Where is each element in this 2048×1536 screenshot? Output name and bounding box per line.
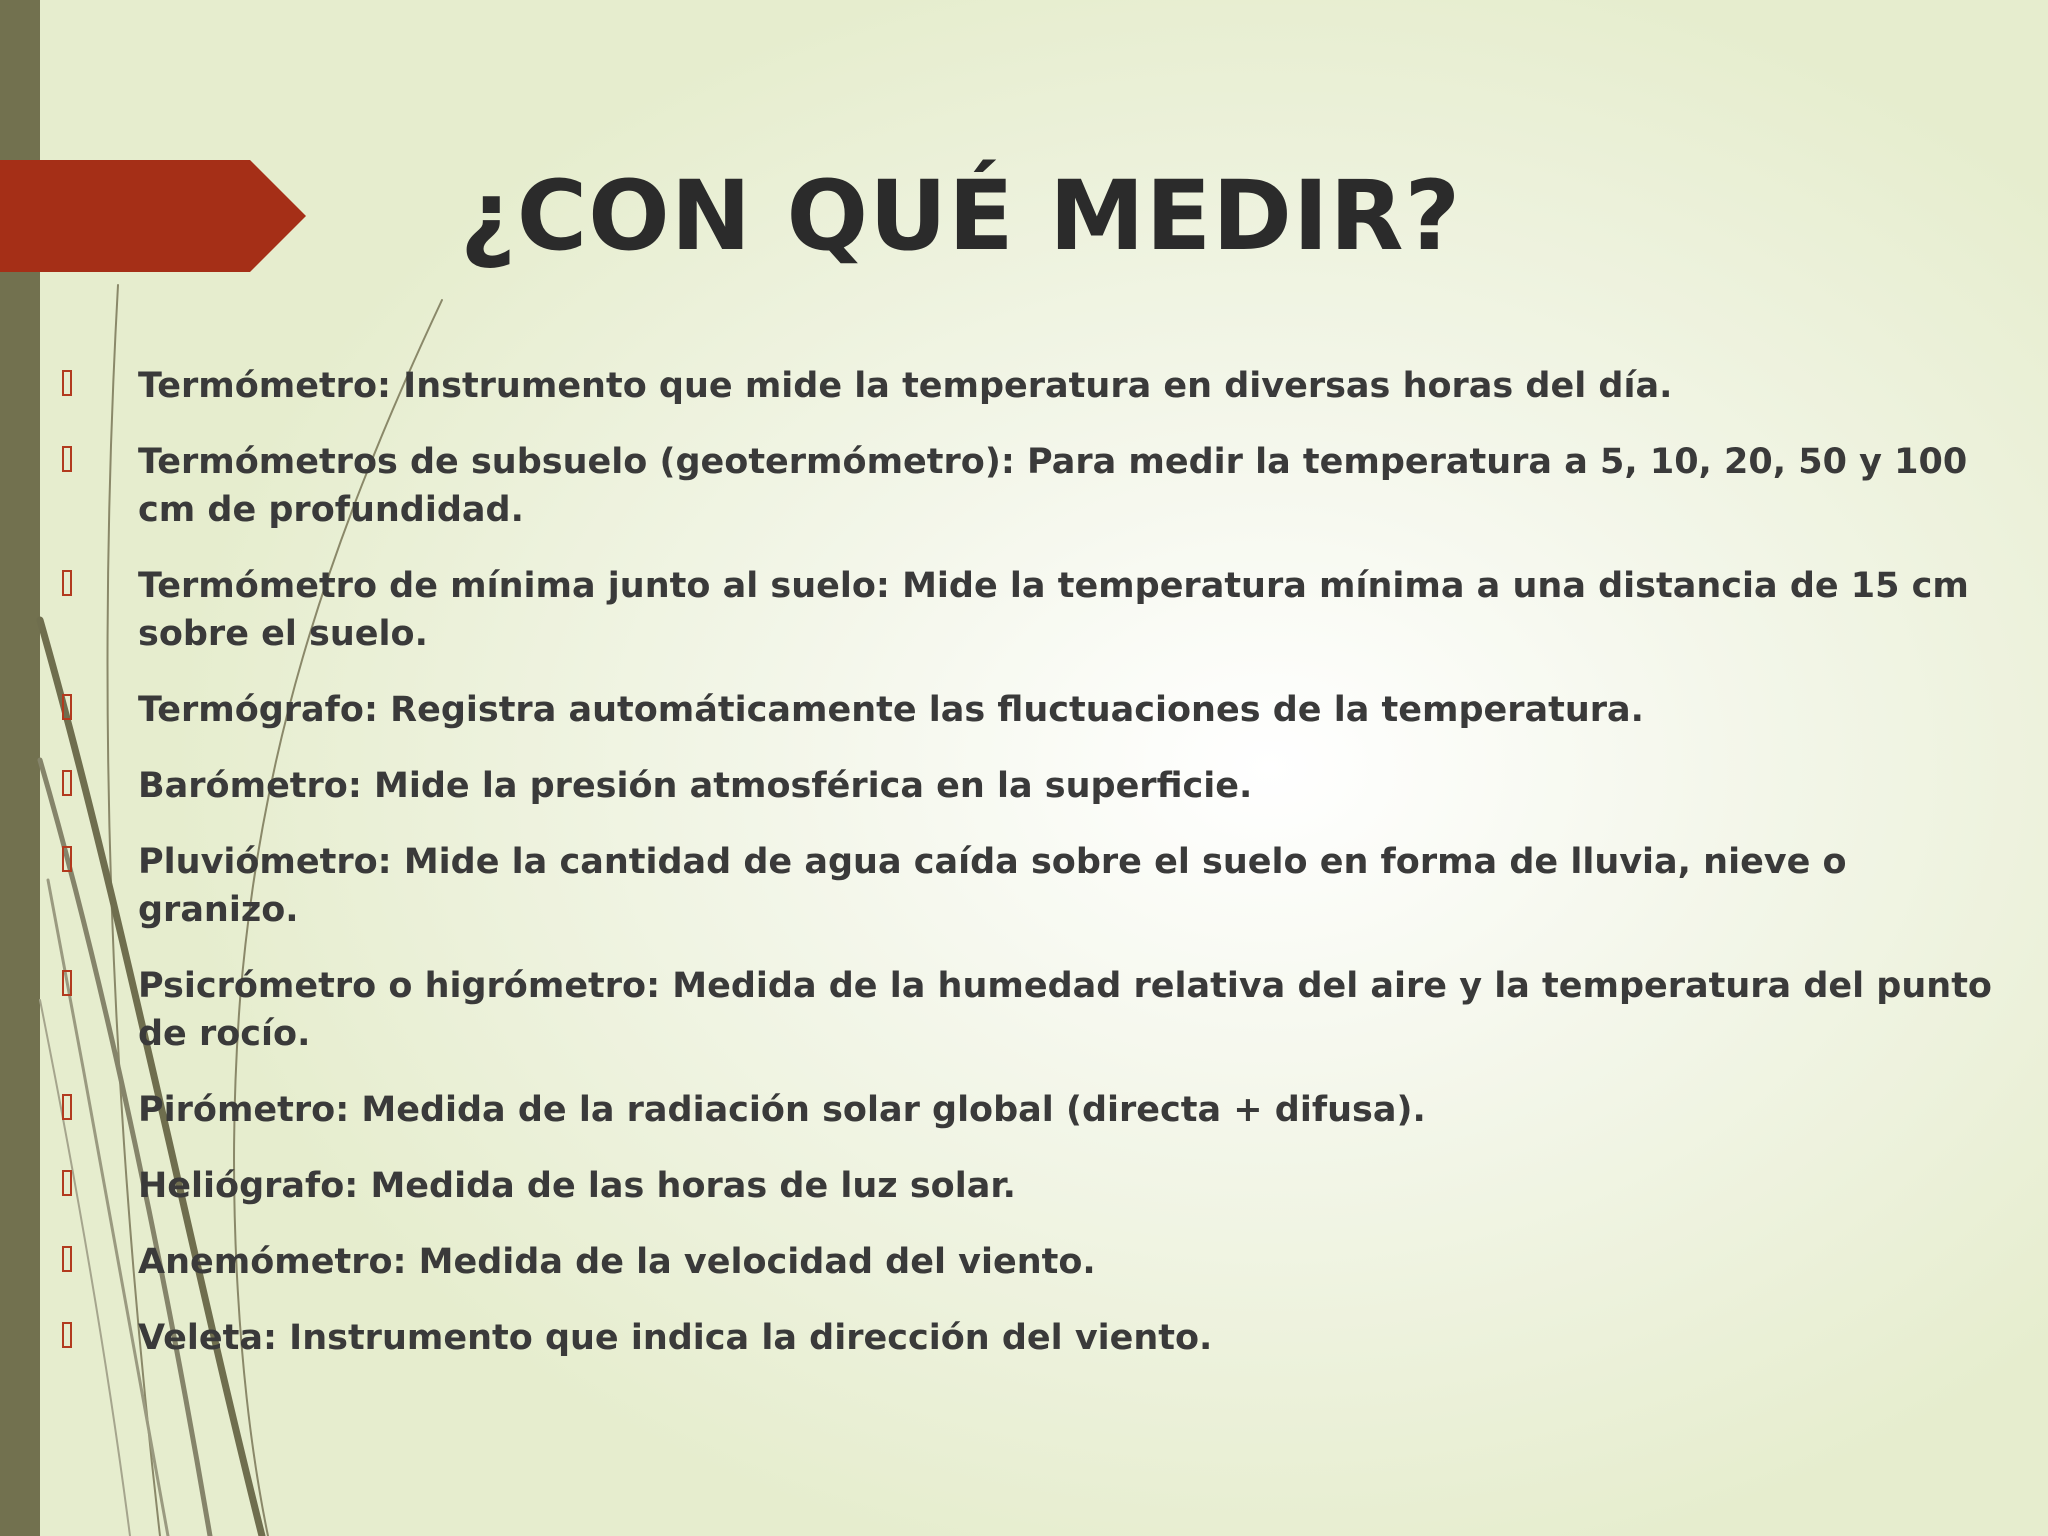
list-item-text: Barómetro: Mide la presión atmosférica en la superficie. bbox=[138, 766, 1253, 806]
page-title: ¿CON QUÉ MEDIR? bbox=[460, 160, 1462, 272]
bullet-icon bbox=[62, 694, 72, 720]
list-item-text: Termógrafo: Registra automáticamente las fluctuaciones de la temperatura. bbox=[138, 690, 1644, 730]
list-item bbox=[58, 1238, 2018, 1286]
list-item-text: Termómetro de mínima junto al suelo: Mide la temperatura mínima a una distancia de 15 cm sobre el suelo. bbox=[138, 566, 1969, 654]
instrument-list bbox=[58, 362, 2018, 1390]
list-item bbox=[58, 1162, 2018, 1210]
bullet-icon bbox=[62, 1322, 72, 1348]
title-arrow-shape bbox=[0, 160, 306, 272]
bullet-icon bbox=[62, 770, 72, 796]
bullet-icon bbox=[62, 846, 72, 872]
list-item bbox=[58, 838, 2018, 934]
list-item-text: Pluviómetro: Mide la cantidad de agua caída sobre el suelo en forma de lluvia, nieve o granizo. bbox=[138, 842, 1847, 930]
list-item-text: Heliógrafo: Medida de las horas de luz solar. bbox=[138, 1166, 1016, 1206]
list-item bbox=[58, 562, 2018, 658]
bullet-icon bbox=[62, 1094, 72, 1120]
bullet-icon bbox=[62, 446, 72, 472]
list-item bbox=[58, 762, 2018, 810]
bullet-icon bbox=[62, 370, 72, 396]
list-item-text: Termómetros de subsuelo (geotermómetro): Para medir la temperatura a 5, 10, 20, 50 y 100 cm de profundidad. bbox=[138, 442, 1968, 530]
bullet-icon bbox=[62, 1246, 72, 1272]
list-item bbox=[58, 962, 2018, 1058]
list-item-text: Psicrómetro o higrómetro: Medida de la humedad relativa del aire y la temperatura del punto de rocío. bbox=[138, 966, 1992, 1054]
list-item-text: Pirómetro: Medida de la radiación solar global (directa + difusa). bbox=[138, 1090, 1426, 1130]
bullet-icon bbox=[62, 970, 72, 996]
list-item bbox=[58, 686, 2018, 734]
list-item bbox=[58, 438, 2018, 534]
list-item bbox=[58, 362, 2018, 410]
list-item-text: Veleta: Instrumento que indica la dirección del viento. bbox=[138, 1318, 1213, 1358]
list-item bbox=[58, 1086, 2018, 1134]
bullet-icon bbox=[62, 570, 72, 596]
list-item-text: Termómetro: Instrumento que mide la temperatura en diversas horas del día. bbox=[138, 366, 1673, 406]
list-item bbox=[58, 1314, 2018, 1362]
list-item-text: Anemómetro: Medida de la velocidad del viento. bbox=[138, 1242, 1096, 1282]
bullet-icon bbox=[62, 1170, 72, 1196]
